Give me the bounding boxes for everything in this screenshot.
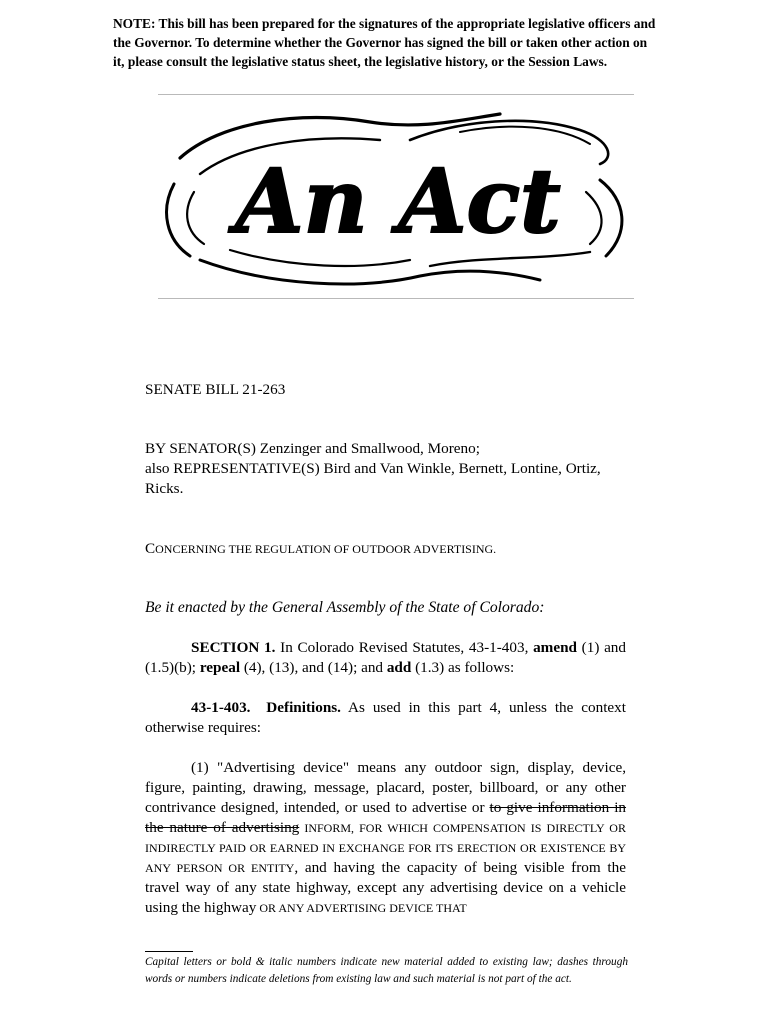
bill-number: SENATE BILL 21-263 <box>145 381 286 398</box>
sponsors-house: also REPRESENTATIVE(S) Bird and Van Winkle, Bernett, Lontine, Ortiz, Ricks. <box>145 460 601 497</box>
footnote: Capital letters or bold & italic numbers indicate new material added to existing law; dashes through words or numbers indicate deletions from existing law and such material is not part of the act. <box>145 956 628 985</box>
status-note: NOTE: This bill has been prepared for the signatures of the appropriate legislative officers and the Governor. To determine whether the Governor has signed the bill or taken other action on it, please consult the legislative status sheet, the legislative history, or the Session Laws. <box>113 16 656 69</box>
definition-1-paragraph <box>145 758 626 918</box>
an-act-banner <box>160 100 636 292</box>
footnote-rule <box>145 951 193 952</box>
enacting-clause: Be it enacted by the General Assembly of the State of Colorado: <box>145 599 545 616</box>
banner-bottom-rule <box>158 298 634 299</box>
added-text-2: OR ANY ADVERTISING DEVICE THAT <box>256 901 467 915</box>
repeal-keyword: repeal <box>199 659 241 676</box>
bill-title <box>145 539 626 559</box>
sponsors-senate: BY SENATOR(S) Zenzinger and Smallwood, Moreno; <box>145 440 480 457</box>
section-1-text-c: (4), (13), and (14); and <box>240 659 387 676</box>
added-text-1: INFORM, FOR WHICH COMPENSATION IS DIRECTLY OR INDIRECTLY PAID OR EARNED IN EXCHANGE FOR ITS ERECTION OR EXISTENCE BY ANY PERSON OR ENTITY <box>145 821 626 875</box>
definitions-heading: Definitions. <box>266 699 341 716</box>
add-keyword: add <box>386 659 412 676</box>
deleted-text: to give information in the nature of advertising <box>145 799 627 836</box>
statute-number: 43-1-403. <box>191 699 251 716</box>
bill-title-rest: ONCERNING THE REGULATION OF OUTDOOR ADVERTISING. <box>155 542 497 556</box>
amend-keyword: amend <box>533 639 577 656</box>
section-1-text-b: (1) and (1.5)(b); <box>145 639 626 676</box>
an-act-title: An Act <box>235 149 561 253</box>
section-1-text-a: In Colorado Revised Statutes, 43-1-403, <box>275 639 534 656</box>
definitions-paragraph <box>145 698 626 738</box>
definition-1-text-a: (1) "Advertising device" means any outdoor sign, display, device, figure, painting, drawing, message, placard, poster, billboard, or any other contrivance designed, intended, or used to advertise or <box>145 759 626 816</box>
sponsors <box>145 439 626 499</box>
section-1-heading: SECTION 1. <box>191 639 276 656</box>
definitions-text: As used in this part 4, unless the context otherwise requires: <box>145 699 626 736</box>
section-1-paragraph <box>145 638 626 678</box>
bill-title-initial: C <box>145 540 156 557</box>
banner-top-rule <box>158 94 634 95</box>
definition-1-text-b: , and having the capacity of being visible from the travel way of any state highway, except any advertising device on a vehicle using the highway <box>145 859 626 916</box>
section-1-text-d: (1.3) as follows: <box>411 659 515 676</box>
